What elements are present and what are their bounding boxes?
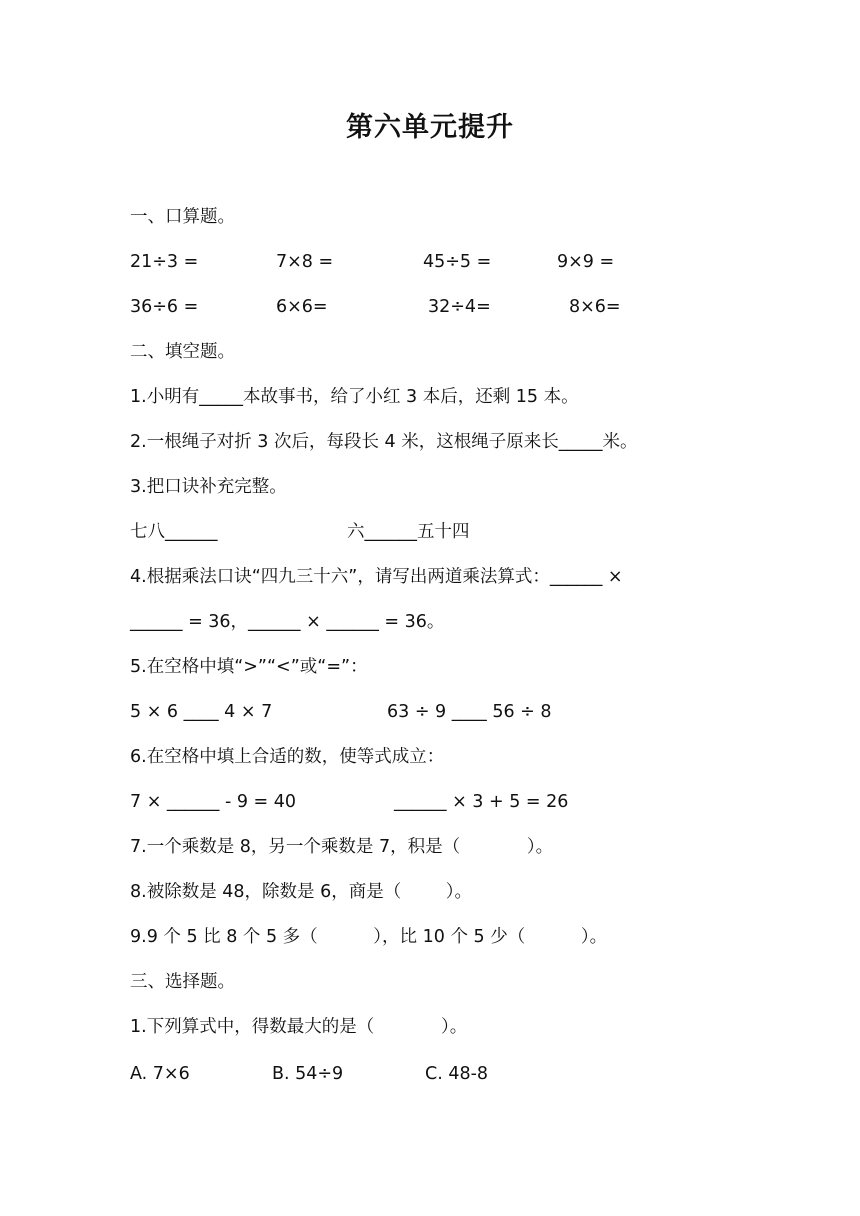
oral-problem: 6×6= [276,297,328,317]
oral-problem: 32÷4= [428,297,491,317]
question-text: 2.一根绳子对折 3 次后，每段长 4 米，这根绳子原来长_____米。 [130,432,638,452]
choice-option-c: C. 48-8 [425,1064,489,1084]
question-text: 7.一个乘数是 8，另一个乘数是 7，积是（ ）。 [130,837,554,857]
comparison-problem: 63 ÷ 9 ____ 56 ÷ 8 [387,702,552,722]
oral-problem: 21÷3 = [130,252,199,272]
comparison-problem: 5 × 6 ____ 4 × 7 [130,702,273,722]
choice-option-b: B. 54÷9 [272,1064,344,1084]
equation-problem: ______ × 3 + 5 = 26 [394,792,569,812]
multiplication-rhyme-blank: 七八______ [130,522,218,542]
oral-problem: 45÷5 = [423,252,492,272]
oral-problem: 9×9 = [557,252,615,272]
oral-problem: 8×6= [569,297,621,317]
question-text: 5.在空格中填“>”“<”或“=”： [130,657,368,677]
question-text: 4.根据乘法口诀“四九三十六”，请写出两道乘法算式：______ × [130,567,623,587]
page-title: 第六单元提升 [346,112,514,143]
question-text-continued: ______ = 36，______ × ______ = 36。 [130,612,445,632]
oral-problem: 7×8 = [276,252,334,272]
section-heading-multiple-choice: 三、选择题。 [130,972,235,992]
question-text: 1.小明有_____本故事书，给了小红 3 本后，还剩 15 本。 [130,387,579,407]
question-text: 1.下列算式中，得数最大的是（ ）。 [130,1017,468,1037]
question-text: 8.被除数是 48，除数是 6，商是（ ）。 [130,882,472,902]
section-heading-fill-in: 二、填空题。 [130,342,235,362]
multiplication-rhyme-blank: 六______五十四 [347,522,470,542]
choice-option-a: A. 7×6 [130,1064,190,1084]
oral-problem: 36÷6 = [130,297,199,317]
question-text: 9.9 个 5 比 8 个 5 多（ ），比 10 个 5 少（ ）。 [130,927,608,947]
question-text: 3.把口诀补充完整。 [130,477,287,497]
equation-problem: 7 × ______ - 9 = 40 [130,792,297,812]
question-text: 6.在空格中填上合适的数，使等式成立： [130,747,445,767]
section-heading-oral-calculation: 一、口算题。 [130,207,235,227]
